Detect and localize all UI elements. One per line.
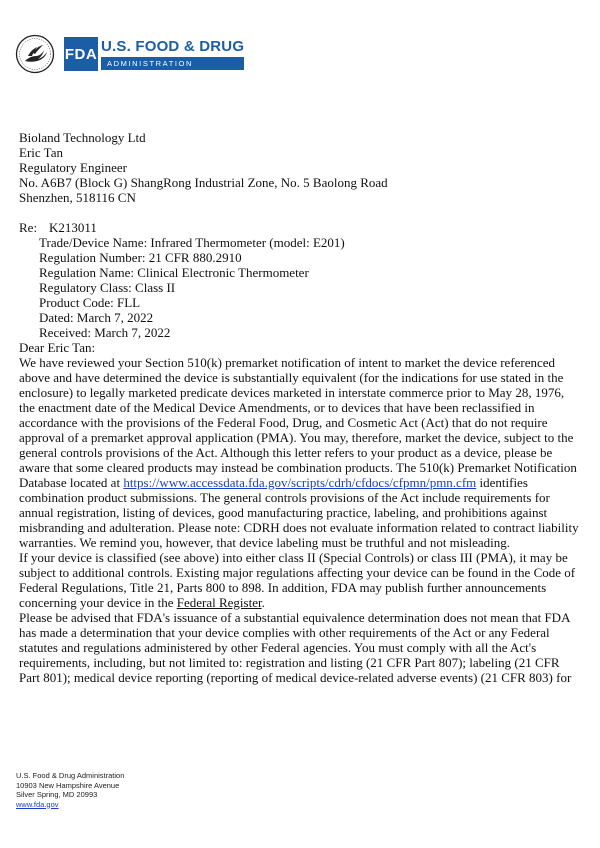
recipient-block [19, 130, 583, 205]
k-number: K213011 [49, 220, 97, 235]
re-trade-name: Trade/Device Name: Infrared Thermometer (model: E201) [39, 235, 345, 250]
fda-logo-administration: ADMINISTRATION [101, 57, 244, 70]
fda-logo-name: U.S. FOOD & DRUG [101, 38, 245, 55]
paragraph-3: Please be advised that FDA's issuance of a substantial equivalence determination does not mean that FDA has made a determination that your device complies with other requirements of the Act or any Federal statutes and regulations administered by other Federal agencies. You must comply with all the Act's requirements, including, but not limited to: registration and listing (21 CFR Part 807); labeling (21 CFR Part 801); medical device reporting (reporting of medical device-related adverse events) (21 CFR 803) for [19, 610, 572, 685]
fda-logo-box: FDA [64, 37, 98, 71]
paragraph-1-text-a: We have reviewed your Section 510(k) premarket notification of intent to market the device referenced above and have determined the device is substantially equivalent (for the indications for use stated in the enclosure) to legally marketed predicate devices marketed in interstate commerce prior to May 28, 1976, the enactment date of the Medical Device Amendments, or to devices that have been reclassified in accordance with the provisions of the Federal Food, Drug, and Cosmetic Act (Act) that do not require approval of a premarket approval application (PMA). You may, therefore, market the device, subject to the general controls provisions of the Act. Although this letter refers to your product as a device, please be aware that some cleared products may instead be combination products. The 510(k) Premarket Notification Database located at [19, 355, 577, 490]
paragraph-2 [19, 550, 583, 610]
salutation: Dear Eric Tan: [19, 340, 96, 355]
re-product-code: Product Code: FLL [39, 295, 141, 310]
footer-street: 10903 New Hampshire Avenue [16, 780, 120, 790]
re-received: Received: March 7, 2022 [39, 325, 171, 340]
letter-body [19, 130, 583, 685]
recipient-address-line1: No. A6B7 (Block G) ShangRong Industrial Zone, No. 5 Baolong Road [19, 175, 388, 190]
federal-register-link[interactable]: Federal Register [176, 595, 262, 610]
recipient-company: Bioland Technology Ltd [19, 130, 146, 145]
recipient-name: Eric Tan [19, 145, 63, 160]
footer-agency: U.S. Food & Drug Administration [16, 771, 125, 780]
paragraph-1-text-b: identifies combination product submissions. The general controls provisions of the Act include requirements for annual registration, listing of devices, good manufacturing practice, labeling, and prohibitions against misbranding and adulteration. Please note: CDRH does not evaluate information related to contract liability warranties. We remind you, however, that device labeling must be truthful and not misleading. [19, 475, 579, 550]
fda-logo [64, 37, 244, 71]
paragraph-1 [19, 355, 583, 550]
re-block [19, 220, 583, 340]
paragraph-2-text-a: If your device is classified (see above) into either class II (Special Controls) or class III (PMA), it may be subject to additional controls. Existing major regulations affecting your device can be found in the Code of Federal Regulations, Title 21, Parts 800 to 898. In addition, FDA may publish further announcements concerning your device in the [19, 550, 576, 610]
recipient-address-line2: Shenzhen, 518116 CN [19, 190, 136, 205]
letterhead [14, 34, 244, 74]
re-regulatory-class: Regulatory Class: Class II [39, 280, 176, 295]
footer-address [16, 771, 124, 809]
re-label: Re: [19, 220, 38, 235]
footer-city: Silver Spring, MD 20993 [16, 790, 98, 799]
paragraph-2-text-b: . [261, 595, 265, 610]
re-dated: Dated: March 7, 2022 [39, 310, 154, 325]
re-regulation-name: Regulation Name: Clinical Electronic Thermometer [39, 265, 309, 280]
re-regulation-number: Regulation Number: 21 CFR 880.2910 [39, 250, 242, 265]
recipient-title: Regulatory Engineer [19, 160, 127, 175]
footer-website-link[interactable]: www.fda.gov [16, 799, 59, 809]
pmn-database-link[interactable]: https://www.accessdata.fda.gov/scripts/cdrh/cfdocs/cfpmn/pmn.cfm [123, 475, 477, 490]
re-details-list [19, 235, 583, 340]
hhs-eagle-seal-icon [14, 34, 56, 74]
